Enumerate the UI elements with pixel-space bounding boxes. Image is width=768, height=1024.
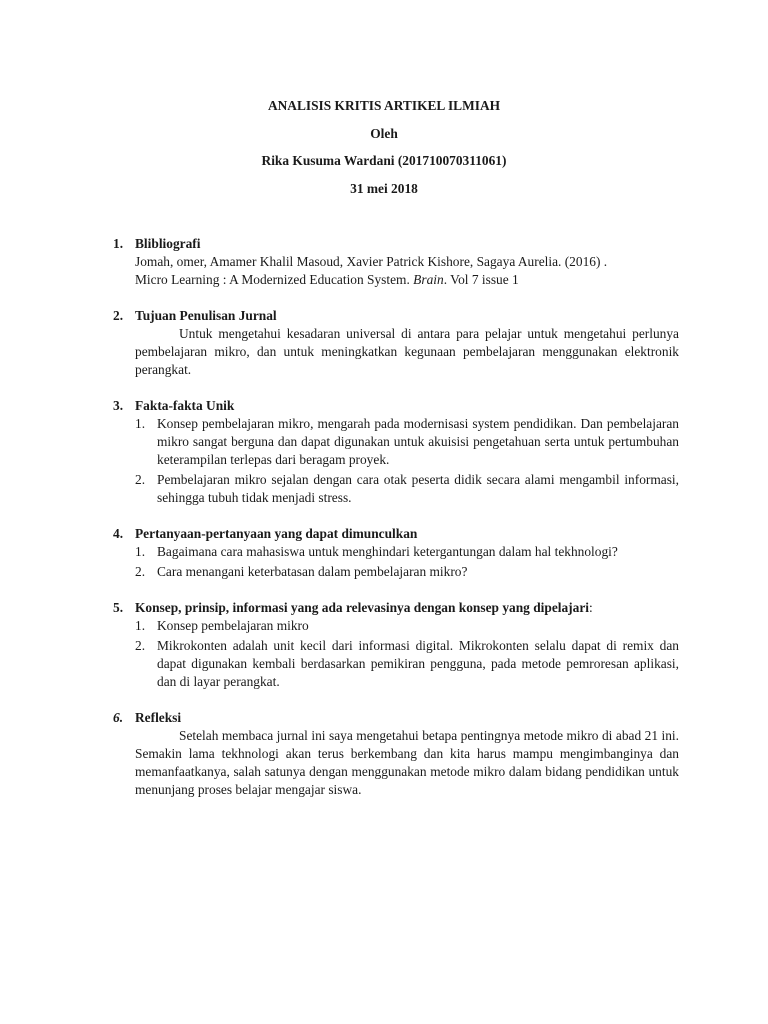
list-item bbox=[135, 617, 679, 635]
bibliography-line-2 bbox=[135, 271, 679, 289]
section-bibliography bbox=[113, 235, 679, 289]
section-heading bbox=[113, 235, 679, 253]
list-item-text: Pembelajaran mikro sejalan dengan cara otak peserta didik secara alami mengambil informasi, sehingga tubuh tidak menjadi stress. bbox=[157, 472, 679, 505]
list-item-text: Konsep pembelajaran mikro, mengarah pada modernisasi system pendidikan. Dan pembelajaran mikro sangat berguna dan dapat digunakan untuk akuisisi pengetahuan serta untuk pertumbuhan keterampilan terlepas dari beragam proyek. bbox=[157, 416, 679, 467]
section-heading bbox=[113, 397, 679, 415]
section-purpose bbox=[113, 307, 679, 379]
list-item-number: 2. bbox=[135, 472, 146, 487]
list-item-text: Mikrokonten adalah unit kecil dari informasi digital. Mikrokonten selalu dapat di remix dan dapat digunakan kembali berdasarkan pemikiran pengguna, pada metode pemroresan aplikasi, dan di layar perangkat. bbox=[157, 638, 679, 689]
section-number: 4. bbox=[113, 526, 124, 541]
list-item-number: 1. bbox=[135, 416, 146, 431]
section-number: 5. bbox=[113, 600, 124, 615]
bibliography-volume: . Vol 7 issue 1 bbox=[443, 272, 519, 287]
section-title: Tujuan Penulisan Jurnal bbox=[135, 308, 277, 323]
document-title: ANALISIS KRITIS ARTIKEL ILMIAH bbox=[267, 98, 501, 113]
list-item bbox=[135, 563, 679, 581]
concepts-list bbox=[135, 617, 679, 691]
section-questions bbox=[113, 525, 679, 581]
section-title: Fakta-fakta Unik bbox=[135, 398, 235, 413]
bibliography-journal: Brain bbox=[413, 272, 444, 287]
list-item bbox=[135, 637, 679, 691]
section-concepts bbox=[113, 599, 679, 691]
section-title: Pertanyaan-pertanyaan yang dapat dimunculkan bbox=[135, 526, 418, 541]
list-item-text: Konsep pembelajaran mikro bbox=[157, 618, 309, 633]
list-item-number: 1. bbox=[135, 544, 146, 559]
purpose-paragraph: Untuk mengetahui kesadaran universal di antara para pelajar untuk mengetahui perlunya pembelajaran mikro, dan untuk meningkatkan kegunaan pembelajaran menggunakan elektronik perangkat. bbox=[135, 326, 679, 377]
bibliography-text bbox=[135, 253, 679, 289]
list-item-number: 2. bbox=[135, 638, 146, 653]
section-heading bbox=[113, 307, 679, 325]
bibliography-article: Micro Learning : A Modernized Education System. bbox=[135, 272, 414, 287]
section-title-colon: : bbox=[589, 600, 593, 615]
date-line: 31 mei 2018 bbox=[350, 180, 418, 196]
list-item bbox=[135, 471, 679, 507]
section-number: 3. bbox=[113, 398, 124, 413]
document-header bbox=[0, 92, 768, 202]
bibliography-line-1: Jomah, omer, Amamer Khalil Masoud, Xavier Patrick Kishore, Sagaya Aurelia. (2016) . bbox=[135, 254, 608, 269]
author-line: Rika Kusuma Wardani (201710070311061) bbox=[261, 153, 507, 168]
list-item-text: Cara menangani keterbatasan dalam pembelajaran mikro? bbox=[157, 564, 468, 579]
section-reflection bbox=[113, 709, 679, 799]
section-heading bbox=[113, 599, 679, 617]
by-line: Oleh bbox=[370, 125, 398, 141]
list-item bbox=[135, 543, 679, 561]
questions-list bbox=[135, 543, 679, 581]
section-heading bbox=[113, 709, 679, 727]
section-title: Refleksi bbox=[135, 710, 182, 725]
list-item-number: 2. bbox=[135, 564, 146, 579]
section-heading bbox=[113, 525, 679, 543]
section-number: 6. bbox=[113, 710, 124, 725]
reflection-paragraph: Setelah membaca jurnal ini saya mengetahui betapa pentingnya metode mikro di abad 21 ini. Semakin lama tekhnologi akan terus berkembang dan kita harus mampu mengimbanginya dan memanfaatkanya, salah satunya dengan menggunakan metode mikro dalam bidang pendidikan untuk menunjang proses belajar mengajar siswa. bbox=[135, 728, 679, 797]
section-number: 1. bbox=[113, 236, 124, 251]
section-facts bbox=[113, 397, 679, 507]
list-item-text: Bagaimana cara mahasiswa untuk menghindari ketergantungan dalam hal tekhnologi? bbox=[157, 544, 618, 559]
section-title: Blibliografi bbox=[135, 236, 201, 251]
facts-list bbox=[135, 415, 679, 507]
section-title: Konsep, prinsip, informasi yang ada relevasinya dengan konsep yang dipelajari bbox=[135, 600, 589, 615]
list-item-number: 1. bbox=[135, 618, 146, 633]
document-body bbox=[113, 235, 679, 817]
list-item bbox=[135, 415, 679, 469]
section-number: 2. bbox=[113, 308, 124, 323]
